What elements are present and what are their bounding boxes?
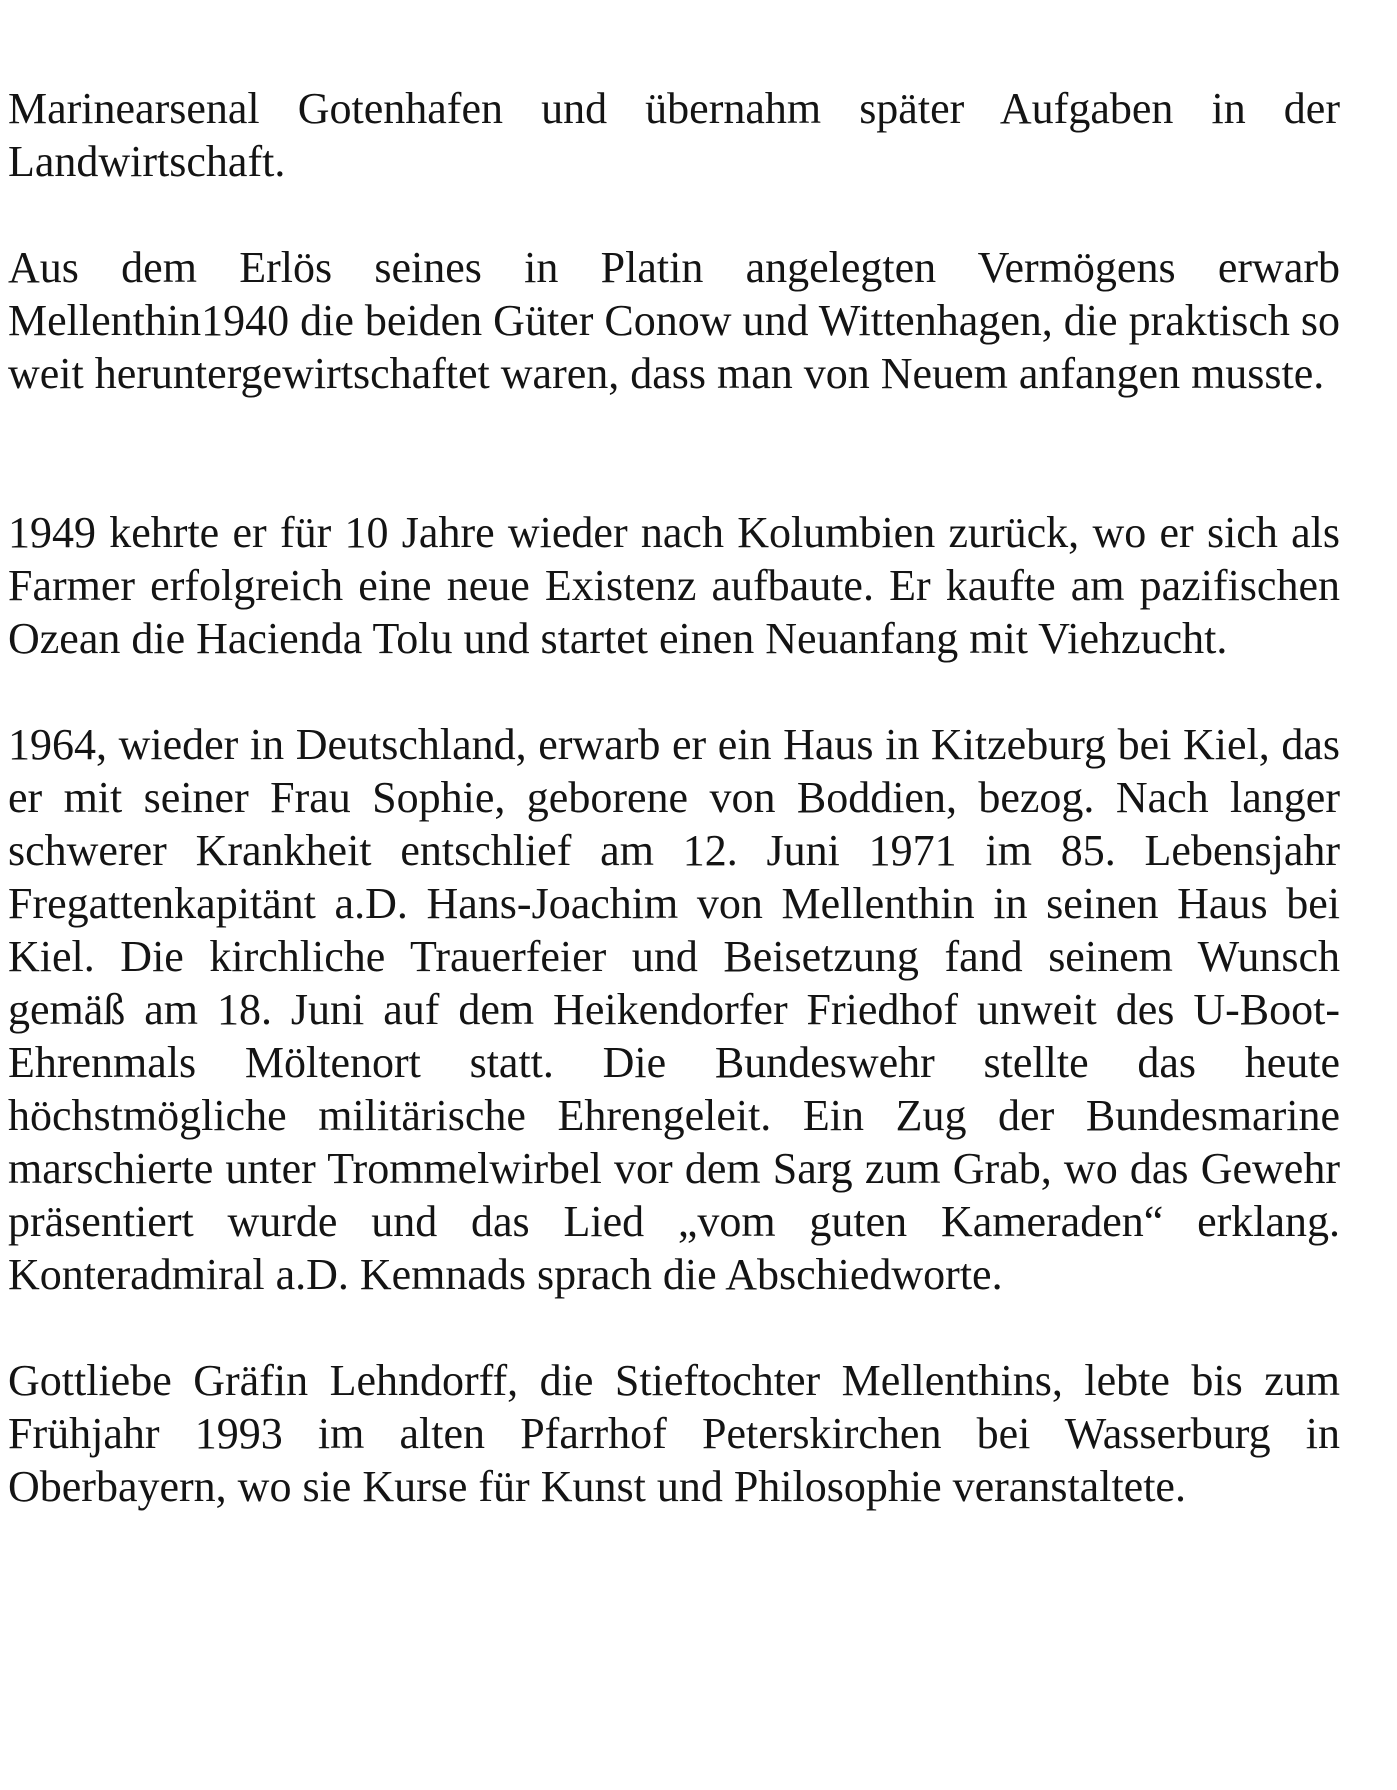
paragraph-1: Marinearsenal Gotenhafen und übernahm später Aufgaben in der Landwirtschaft. [8,84,1340,186]
paragraph-5: Gottliebe Gräfin Lehndorff, die Stieftochter Mellenthins, lebte bis zum Frühjahr 1993 im alten Pfarrhof Peterskirchen bei Wasserburg in Oberbayern, wo sie Kurse für Kunst und Philosophie veranstaltete. [8,1356,1340,1511]
paragraph-3: 1949 kehrte er für 10 Jahre wieder nach Kolumbien zurück, wo er sich als Farmer erfolgreich eine neue Existenz aufbaute. Er kaufte am pazifischen Ozean die Hacienda Tolu und startet einen Neuanfang mit Viehzucht. [8,508,1340,663]
paragraph-4: 1964, wieder in Deutschland, erwarb er ein Haus in Kitzeburg bei Kiel, das er mit seiner Frau Sophie, geborene von Boddien, bezog. Nach langer schwerer Krankheit entschlief am 12. Juni 1971 im 85. Lebensjahr Fregattenkapitänt a.D. Hans-Joachim von Mellenthin in seinen Haus bei Kiel. Die kirchliche Trauerfeier und Beisetzung fand seinem Wunsch gemäß am 18. Juni auf dem Heikendorfer Friedhof unweit des U-Boot-Ehrenmals Möltenort statt. Die Bundeswehr stellte das heute höchstmögliche militärische Ehrengeleit. Ein Zug der Bundesmarine marschierte unter Trommelwirbel vor dem Sarg zum Grab, wo das Gewehr präsentiert wurde und das Lied „vom guten Kameraden“ erklang. Konteradmiral a.D. Kemnads sprach die Abschiedworte. [8,720,1340,1299]
document-body [8,82,1340,1513]
paragraph-2: Aus dem Erlös seines in Platin angelegten Vermögens erwarb Mellenthin1940 die beiden Güter Conow und Wittenhagen, die praktisch so weit heruntergewirtschaftet waren, dass man von Neuem anfangen musste. [8,243,1340,398]
